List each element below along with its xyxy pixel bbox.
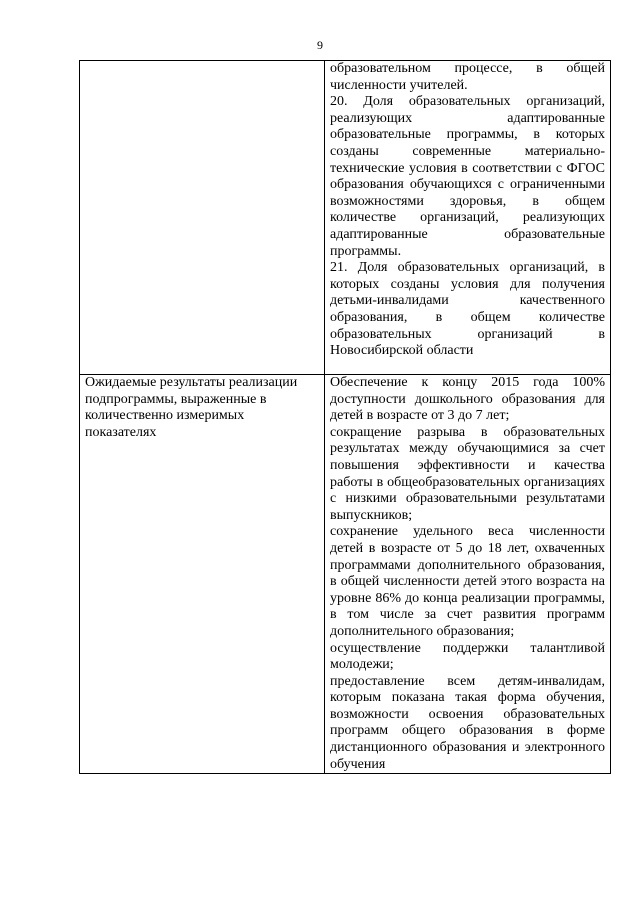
result-paragraph: сокращение разрыва в образовательных результатах между обучающимися за счет повышения эффективности и качества работы в общеобразовательных организациях с низкими образовательными результатами выпускников; bbox=[330, 424, 605, 523]
table-row bbox=[80, 375, 611, 774]
table-cell-label bbox=[80, 61, 325, 375]
indicator-paragraph: 21. Доля образовательных организаций, в которых созданы условия для получения детьми-инвалидами качественного образования, в общем количестве образовательных организаций в Новосибирской области bbox=[330, 260, 605, 359]
result-paragraph: предоставление всем детям-инвалидам, которым показана такая форма обучения, возможности освоения образовательных программ общего образования в форме дистанционного образования и электронного обучения bbox=[330, 673, 605, 772]
passport-table bbox=[79, 60, 611, 774]
result-paragraph: сохранение удельного веса численности детей в возрасте от 5 до 18 лет, охваченных программами дополнительного образования, в общей численности детей этого возраста на уровне 86% до конца реализации программы, в том числе за счет развития программ дополнительного образования; bbox=[330, 524, 605, 639]
page-number: 9 bbox=[317, 38, 323, 52]
result-paragraph: осуществление поддержки талантливой молодежи; bbox=[330, 640, 605, 673]
table-row bbox=[80, 61, 611, 375]
result-paragraph: Обеспечение к концу 2015 года 100% доступности дошкольного образования для детей в возрасте от 3 до 7 лет; bbox=[330, 375, 605, 424]
table-cell-content bbox=[325, 375, 611, 774]
indicator-paragraph: 20. Доля образовательных организаций, реализующих адаптированные образовательные программы, в которых созданы современные материально-технические условия в соответствии с ФГОС образования обучающихся с ограниченными возможностями здоровья, в общем количестве организаций, реализующих адаптированные образовательные программы. bbox=[330, 94, 605, 259]
table-cell-label: Ожидаемые результаты реализации подпрограммы, выраженные в количественно измеримых показателях bbox=[80, 375, 325, 774]
table-cell-content bbox=[325, 61, 611, 375]
indicator-paragraph: образовательном процессе, в общей численности учителей. bbox=[330, 61, 605, 93]
